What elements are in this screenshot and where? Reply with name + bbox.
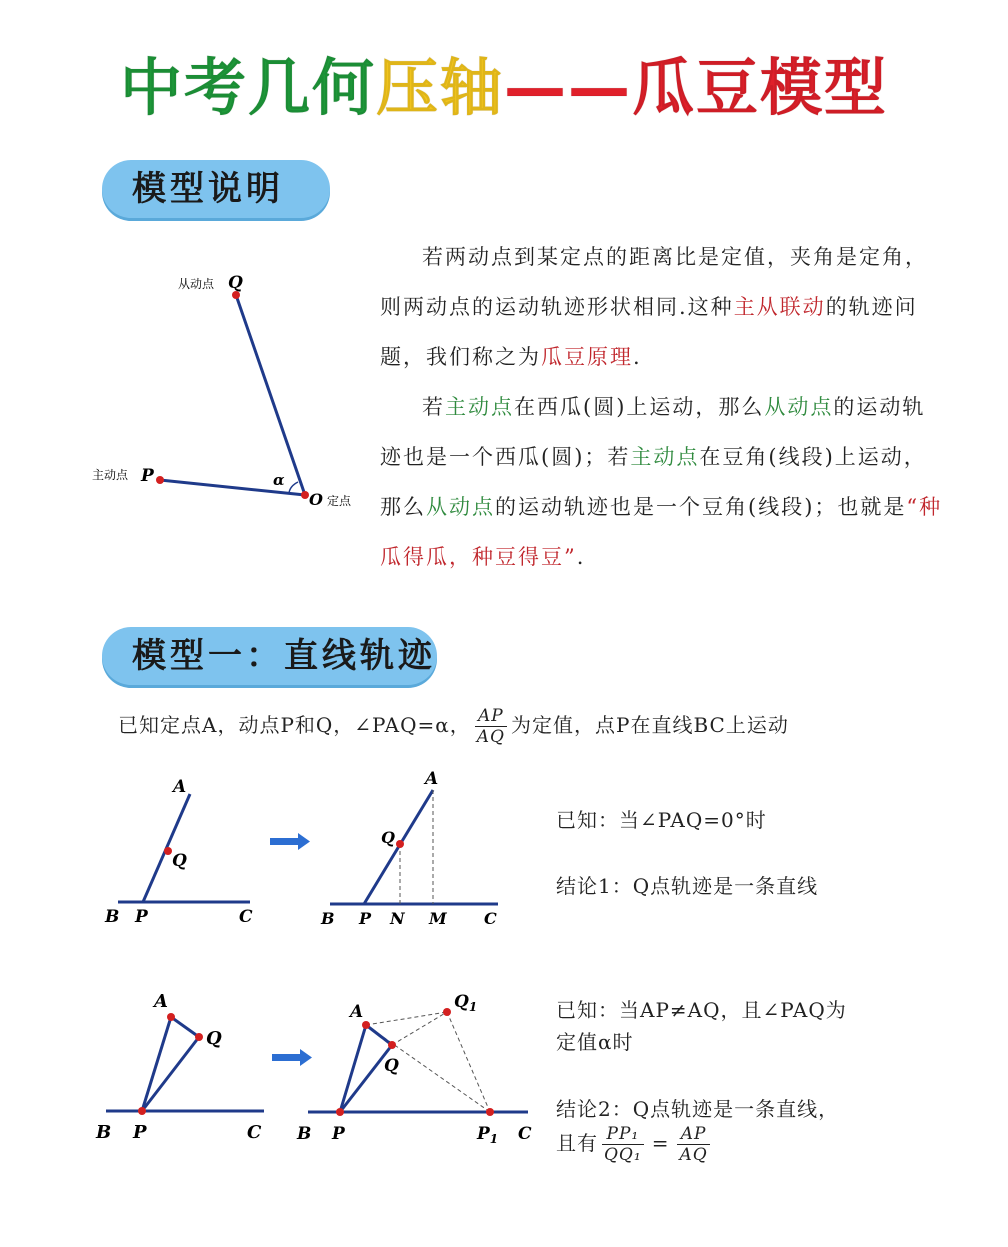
- dashed-q-q1: [392, 1012, 447, 1045]
- label-b: B: [321, 909, 335, 928]
- fraction-numerator: AP: [475, 706, 507, 727]
- text-run: .: [576, 545, 586, 569]
- title-part-2: 压轴: [375, 51, 504, 124]
- label-p: P: [135, 907, 148, 927]
- point-a: [362, 1021, 370, 1029]
- model-description-text: [380, 232, 945, 582]
- angle-figure: [80, 260, 380, 520]
- point-o: [301, 491, 309, 499]
- arrow-right-icon: [270, 832, 312, 852]
- model-one-intro: [118, 706, 789, 747]
- label-p: P: [332, 1124, 345, 1144]
- dashed-q1-p1: [447, 1012, 490, 1112]
- segment-oq: [236, 295, 305, 495]
- highlight-master-point: 主动点: [445, 395, 514, 419]
- label-a: A: [350, 1002, 364, 1022]
- intro-fraction: [475, 706, 507, 747]
- section-heading-label: 模型说明: [132, 169, 284, 209]
- case-2-conclusion-line-1: 结论2：Q点轨迹是一条直线，: [556, 1097, 840, 1121]
- point-q1: [443, 1008, 451, 1016]
- label-a: A: [154, 991, 168, 1012]
- highlight-guadou-principle: 瓜豆原理: [541, 345, 633, 369]
- case-1-known: 已知：当∠PAQ=0°时: [556, 808, 767, 832]
- page-title: [0, 38, 1008, 127]
- section-heading-label: 模型一：直线轨迹: [132, 636, 436, 676]
- fraction-denominator: AQ: [679, 1145, 708, 1165]
- label-b: B: [96, 1122, 112, 1143]
- text-run: 的运动轨迹也是一个豆角(线段)；也就是: [495, 495, 907, 519]
- title-part-3: ——: [504, 51, 632, 124]
- case-2-known-line-2: 定值α时: [556, 1030, 634, 1054]
- label-q: Q: [381, 828, 395, 847]
- label-o: O: [309, 490, 323, 509]
- label-q: Q: [172, 851, 187, 871]
- label-b: B: [105, 907, 120, 927]
- point-q: [396, 840, 404, 848]
- text-run: 在豆角(线段)上运动，那么: [380, 445, 927, 519]
- point-p: [156, 476, 164, 484]
- highlight-master-point: 主动点: [630, 445, 700, 469]
- segment-pq: [142, 1037, 199, 1111]
- section-heading-model-one: [102, 627, 437, 685]
- equals-sign: =: [651, 1131, 670, 1155]
- label-q: Q: [206, 1028, 222, 1049]
- label-q-desc: 从动点: [178, 277, 215, 291]
- figure-4-triangle-locus: [296, 985, 540, 1150]
- point-q: [388, 1041, 396, 1049]
- highlight-master-slave: 主从联动: [733, 295, 826, 319]
- text-run: 的运动轨迹也是一个西瓜(圆)；若: [380, 395, 926, 469]
- case-1-conclusion: 结论1：Q点轨迹是一条直线: [556, 874, 819, 898]
- point-p1: [486, 1108, 494, 1116]
- angle-arc: [289, 482, 298, 493]
- section-heading-model-description: [102, 160, 330, 218]
- conclusion-prefix: 且有: [556, 1131, 598, 1155]
- text-run: 若: [422, 395, 445, 419]
- title-part-1: 中考几何: [119, 51, 376, 124]
- highlight-slave-point: 从动点: [426, 495, 495, 519]
- highlight-motto: “种瓜得瓜，种豆得豆”: [380, 495, 943, 569]
- point-q: [195, 1033, 203, 1041]
- label-b: B: [297, 1124, 312, 1144]
- text-run: 在西瓜(圆)上运动，那么: [514, 395, 765, 419]
- fraction-numerator: AP: [677, 1124, 709, 1145]
- segment-aq: [366, 1025, 392, 1045]
- label-c: C: [484, 909, 497, 928]
- fraction-pp1-qq1: [602, 1124, 644, 1165]
- fraction-numerator: PP₁: [602, 1124, 644, 1145]
- figure-2-collinear-projection: [312, 762, 512, 934]
- point-a: [167, 1013, 175, 1021]
- segment-aq: [171, 1017, 199, 1037]
- segment-pa: [142, 1017, 171, 1111]
- label-o-desc: 定点: [327, 494, 352, 508]
- text-run: 的轨迹问题，我们称之为: [380, 295, 918, 369]
- label-m: M: [429, 909, 447, 928]
- description-paragraph-1: [380, 232, 945, 382]
- label-q1: $Q_1$: [454, 992, 478, 1014]
- label-alpha: α: [273, 471, 285, 489]
- dashed-a-q1: [366, 1012, 447, 1025]
- figure-1-collinear: [98, 772, 268, 932]
- label-p1: $P_1$: [477, 1124, 499, 1146]
- label-p: P: [141, 466, 154, 486]
- text-run: .: [633, 345, 642, 369]
- fraction-ap-aq: [677, 1124, 709, 1165]
- label-n: N: [390, 909, 405, 928]
- label-p: P: [359, 909, 372, 928]
- label-c: C: [239, 907, 253, 927]
- fraction-denominator: AQ: [476, 727, 505, 747]
- label-c: C: [518, 1124, 532, 1144]
- point-p: [138, 1107, 146, 1115]
- label-c: C: [247, 1122, 262, 1143]
- text-run: 若两动点到某定点的距离比是定值，夹角是定角，则两动点的运动轨迹形状相同.这种: [380, 245, 928, 319]
- label-q: Q: [384, 1056, 399, 1076]
- figure-3-triangle: [92, 985, 274, 1150]
- label-p-desc: 主动点: [92, 468, 129, 482]
- label-q: Q: [228, 273, 243, 293]
- intro-text-b: 为定值，点P在直线BC上运动: [511, 713, 789, 737]
- label-a: A: [425, 769, 439, 789]
- segment-pa: [340, 1025, 366, 1112]
- description-paragraph-2: [380, 382, 945, 582]
- case-2-known-line-1: 已知：当AP≠AQ，且∠PAQ为: [556, 998, 847, 1022]
- title-part-4: 瓜豆模型: [632, 51, 889, 124]
- label-a: A: [173, 777, 187, 797]
- case-2-conclusion-line-2: [556, 1124, 714, 1165]
- point-q: [164, 847, 172, 855]
- point-p: [336, 1108, 344, 1116]
- intro-text-a: 已知定点A，动点P和Q，∠PAQ=α，: [118, 713, 471, 737]
- label-p: P: [133, 1122, 147, 1143]
- highlight-slave-point: 从动点: [764, 395, 834, 419]
- fraction-denominator: QQ₁: [604, 1145, 642, 1165]
